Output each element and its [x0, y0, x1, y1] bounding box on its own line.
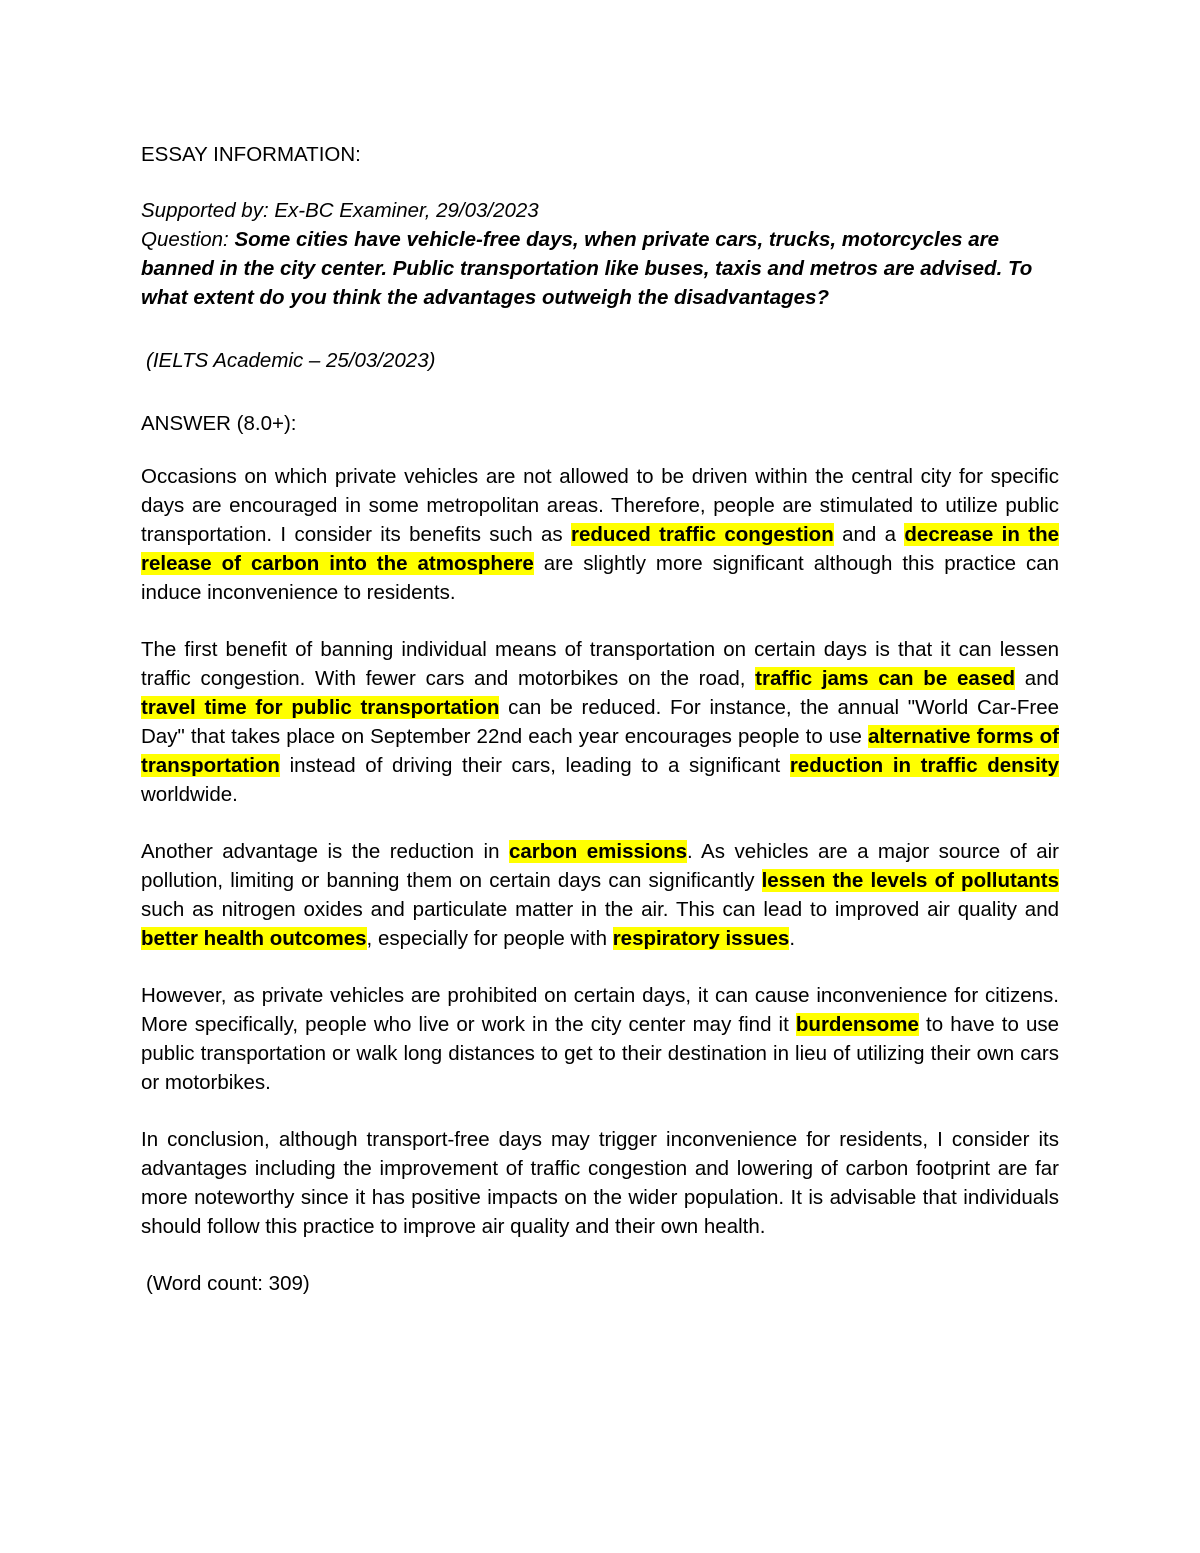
question-label: Question:: [141, 228, 235, 251]
highlighted-phrase: burdensome: [795, 1013, 919, 1036]
text-run: However, as private vehicles are prohibited on certain days, it can cause inconvenience for citizens. More specifically, people who live or work in the city center may find it: [141, 984, 1059, 1036]
highlighted-phrase: alternative forms of transportation: [141, 725, 1059, 777]
answer-heading: ANSWER (8.0+):: [141, 412, 297, 435]
highlighted-phrase: carbon emissions: [508, 840, 688, 863]
text-run: The first benefit of banning individual means of transportation on certain days is that it can lessen traffic congestion. With fewer cars and motorbikes on the road,: [141, 638, 1059, 690]
text-run: Another advantage is the reduction in: [141, 840, 509, 863]
highlighted-phrase: lessen the levels of pollutants: [761, 869, 1059, 892]
highlighted-phrase: traffic jams can be eased: [755, 667, 1016, 690]
highlighted-phrase: reduction in traffic density: [789, 754, 1060, 777]
paragraph-conclusion: [141, 1125, 1059, 1241]
question-line: [141, 225, 1059, 312]
essay-info-heading: ESSAY INFORMATION:: [141, 143, 361, 166]
highlighted-phrase: better health outcomes: [141, 927, 367, 950]
text-run: and: [1015, 667, 1060, 690]
paragraph-body-1: [141, 635, 1059, 809]
text-run: are slightly more significant although this practice can induce inconvenience to residents.: [141, 552, 1060, 604]
text-run: Occasions on which private vehicles are not allowed to be driven within the central city for specific days are encouraged in some metropolitan areas. Therefore, people are stimulated to utilize public transportation. I consider its benefits such as: [141, 465, 1059, 546]
text-run: such as nitrogen oxides and particulate matter in the air. This can lead to improved air quality and: [141, 898, 1059, 921]
highlighted-phrase: respiratory issues: [612, 927, 790, 950]
paragraph-body-3: [141, 981, 1059, 1097]
text-run: , especially for people with: [366, 927, 613, 950]
question-source: (IELTS Academic – 25/03/2023): [146, 349, 436, 372]
text-run: . As vehicles are a major source of air pollution, limiting or banning them on certain days can significantly: [141, 840, 1059, 892]
text-run: and a: [833, 523, 905, 546]
word-count: (Word count: 309): [146, 1272, 310, 1295]
highlighted-phrase: reduced traffic congestion: [570, 523, 834, 546]
supported-by-line: Supported by: Ex-BC Examiner, 29/03/2023: [141, 199, 539, 222]
text-run: In conclusion, although transport-free days may trigger inconvenience for residents, I consider its advantages including the improvement of traffic congestion and lowering of carbon footprint are far more noteworthy since it has positive impacts on the wider population. It is advisable that individuals should follow this practice to improve air quality and their own health.: [141, 1128, 1059, 1238]
text-run: .: [789, 927, 796, 950]
document-page: [141, 140, 1059, 1298]
highlighted-phrase: travel time for public transportation: [141, 696, 500, 719]
text-run: instead of driving their cars, leading to a significant: [279, 754, 790, 777]
text-run: worldwide.: [141, 783, 238, 806]
paragraph-introduction: [141, 462, 1059, 607]
text-run: to have to use public transportation or walk long distances to get to their destination in lieu of utilizing their own cars or motorbikes.: [141, 1013, 1059, 1094]
question-text: Some cities have vehicle-free days, when private cars, trucks, motorcycles are banned in the city center. Public transportation like buses, taxis and metros are advised. To what extent do you think the advantages outweigh the disadvantages?: [141, 228, 1033, 309]
paragraph-body-2: [141, 837, 1059, 953]
text-run: can be reduced. For instance, the annual "World Car-Free Day" that takes place on September 22nd each year encourages people to use: [141, 696, 1059, 748]
highlighted-phrase: decrease in the release of carbon into the atmosphere: [141, 523, 1059, 575]
